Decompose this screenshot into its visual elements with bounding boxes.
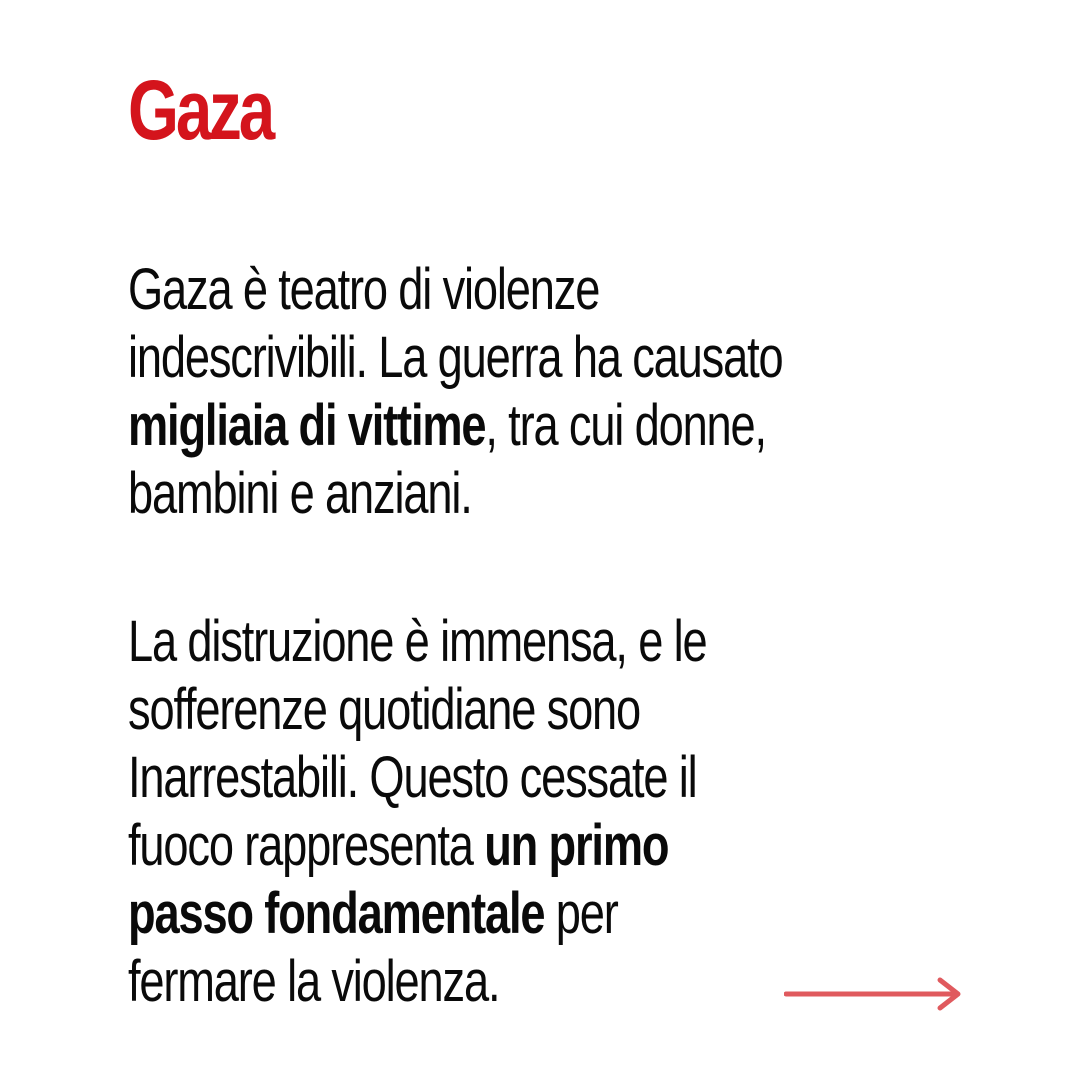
- paragraph-intro-line-3: [128, 392, 931, 460]
- next-slide-button[interactable]: [784, 976, 964, 1012]
- paragraph-ceasefire-line-3: Inarrestabili. Questo cessate il: [128, 745, 697, 810]
- paragraph-ceasefire-line-2: sofferenze quotidiane sono: [128, 677, 641, 742]
- paragraph-intro-line-2: indescrivibili. La guerra ha causato: [128, 325, 783, 390]
- paragraph-ceasefire-line-1: La distruzione è immensa, e le: [128, 609, 707, 674]
- highlight-fundamental-step: passo fondamentale: [128, 881, 545, 946]
- paragraph-ceasefire-line-4-text: fuoco rappresenta: [128, 813, 485, 878]
- paragraph-ceasefire: [128, 608, 931, 1016]
- highlight-victims: migliaia di vittime: [128, 393, 486, 458]
- paragraph-intro-line-3-rest: , tra cui donne,: [485, 393, 766, 458]
- paragraph-ceasefire-line-4: [128, 812, 931, 880]
- arrow-right-icon: [784, 976, 964, 1012]
- paragraph-ceasefire-line-5: [128, 880, 931, 948]
- paragraph-intro-line-1: Gaza è teatro di violenze: [128, 257, 600, 322]
- paragraph-intro: [128, 256, 931, 528]
- page-title: Gaza: [128, 63, 273, 157]
- highlight-first-step: un primo: [484, 813, 669, 878]
- paragraph-intro-line-4: bambini e anziani.: [128, 461, 472, 526]
- paragraph-ceasefire-line-6: fermare la violenza.: [128, 949, 500, 1014]
- paragraph-ceasefire-line-5-rest: per: [544, 881, 618, 946]
